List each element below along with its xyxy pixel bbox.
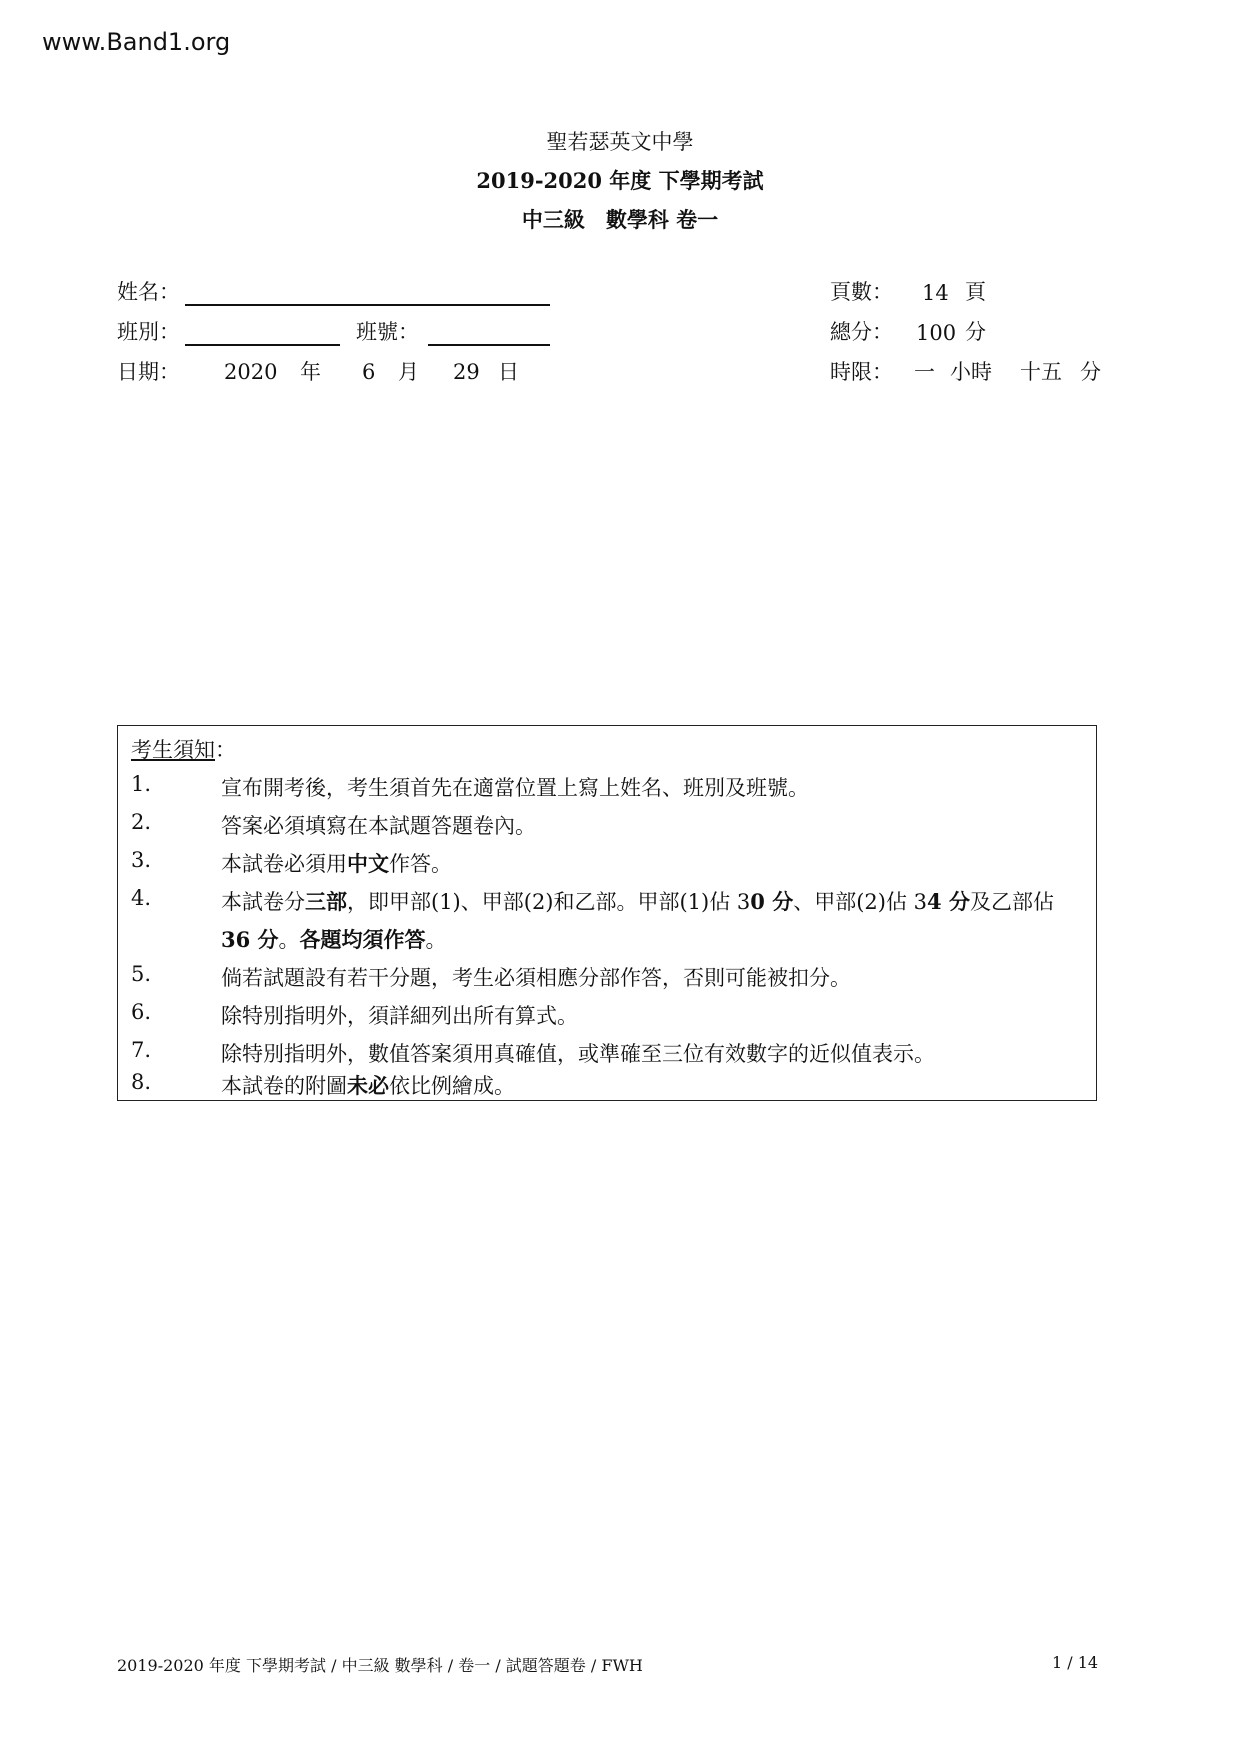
instruction-text: [221, 1070, 515, 1100]
instruction-text: 宣布開考後，考生須首先在適當位置上寫上姓名、班別及班號。: [221, 776, 809, 800]
footer-course-info: 2019-2020 年度 下學期考試 / 中三級 數學科 / 卷一 / 試題答題卷 / FWH: [117, 1656, 643, 1675]
instruction-text-part: 依比例繪成。: [389, 1074, 515, 1098]
instruction-emphasis: 各題均須作答: [299, 927, 426, 952]
instruction-text: 倘若試題設有若干分題，考生必須相應分部作答，否則可能被扣分。: [221, 966, 851, 990]
date-year: 2020: [224, 360, 278, 384]
total-marks-value: 100: [916, 321, 957, 345]
instruction-text-part: 本試卷分: [221, 890, 305, 914]
date-day-unit: 日: [498, 360, 519, 384]
pages-unit: 頁: [965, 280, 986, 304]
school-name: 聖若瑟英文中學: [546, 130, 694, 154]
instruction-number: 4.: [131, 886, 152, 910]
instruction-emphasis: 中文: [347, 851, 389, 876]
pages-value: 14: [922, 281, 949, 305]
exam-title: 2019-2020 年度 下學期考試: [476, 168, 764, 193]
instruction-number: 6.: [131, 1000, 152, 1024]
time-limit-minutes: 十五: [1020, 360, 1062, 384]
footer-page-number: 1 / 14: [1052, 1653, 1099, 1672]
instruction-text: 除特別指明外，須詳細列出所有算式。: [221, 1004, 578, 1028]
instruction-text: [221, 886, 1054, 916]
class-field[interactable]: [185, 344, 340, 346]
instruction-text: [221, 848, 452, 878]
total-marks-unit: 分: [965, 320, 986, 344]
instructions-title-text: 考生須知: [131, 738, 215, 762]
date-label: 日期：: [117, 360, 180, 384]
subject-title: 中三級 數學科 卷一: [521, 207, 719, 232]
pages-label: 頁數：: [830, 280, 893, 304]
time-limit-label: 時限：: [830, 360, 893, 384]
total-marks-label: 總分：: [830, 320, 893, 344]
instruction-emphasis: 36 分: [221, 927, 279, 952]
instruction-number: 5.: [131, 962, 152, 986]
instruction-number: 3.: [131, 848, 152, 872]
instruction-text-part: 本試卷的附圖: [221, 1074, 347, 1098]
instruction-text-part: 本試卷必須用: [221, 852, 347, 876]
instruction-text: 除特別指明外，數值答案須用真確值，或準確至三位有效數字的近似值表示。: [221, 1042, 935, 1066]
instruction-text-part: 及乙部佔: [969, 890, 1054, 914]
class-number-label: 班號：: [356, 320, 419, 344]
instruction-text-part: 。: [425, 928, 447, 952]
instruction-emphasis: 未必: [347, 1073, 389, 1098]
instruction-text-part: 、甲部(2)佔 3: [793, 890, 928, 914]
instructions-title: [131, 734, 236, 764]
class-number-field[interactable]: [428, 344, 550, 346]
instruction-number: 8.: [131, 1070, 152, 1094]
time-limit-hour-unit: 小時: [950, 360, 992, 384]
name-field[interactable]: [185, 304, 550, 306]
instruction-text: [221, 924, 447, 954]
watermark-url: www.Band1.org: [42, 28, 231, 56]
candidate-instructions-box: [117, 725, 1097, 1101]
date-year-unit: 年: [300, 360, 321, 384]
instruction-text: 答案必須填寫在本試題答題卷內。: [221, 814, 536, 838]
instruction-emphasis: 0 分: [750, 889, 794, 914]
time-limit-minutes-unit: 分: [1080, 360, 1101, 384]
instructions-title-colon: ：: [215, 738, 236, 762]
instruction-emphasis: 4 分: [927, 889, 970, 914]
date-month: 6: [362, 360, 376, 384]
instruction-number: 7.: [131, 1038, 152, 1062]
instruction-text-part: ，即甲部(1)、甲部(2)和乙部。甲部(1)佔 3: [347, 890, 751, 914]
name-label: 姓名：: [117, 280, 180, 304]
date-month-unit: 月: [398, 360, 419, 384]
instruction-text-part: 。: [278, 928, 300, 952]
instruction-number: 1.: [131, 772, 152, 796]
date-day: 29: [453, 360, 480, 384]
class-label: 班別：: [117, 320, 180, 344]
time-limit-hour: 一: [914, 360, 935, 384]
instruction-text-part: 作答。: [389, 852, 452, 876]
instruction-number: 2.: [131, 810, 152, 834]
instruction-emphasis: 三部: [305, 889, 347, 914]
